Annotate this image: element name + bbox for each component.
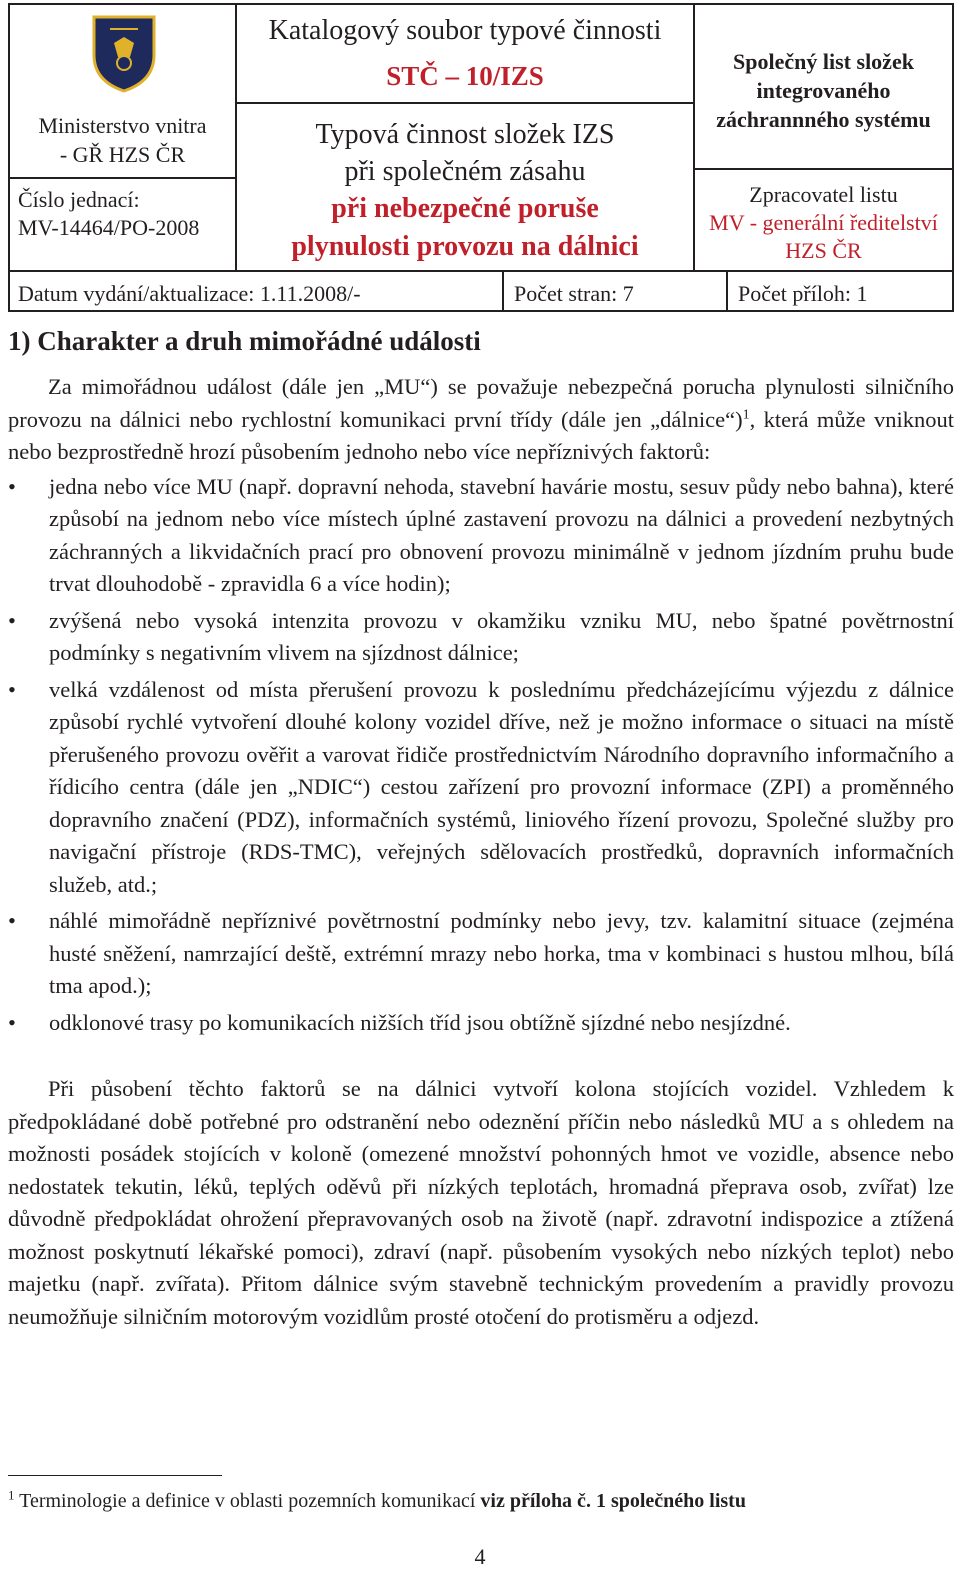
bullet-icon: • (8, 676, 16, 702)
issue-date-cell (8, 270, 504, 312)
reference-number: MV-14464/PO-2008 (18, 215, 200, 240)
catalog-title: Katalogový soubor typové činnosti (268, 15, 662, 46)
document-body (8, 322, 954, 1333)
footnote: $^1$ Terminologie a definice v oblasti pozemních komunikací viz příloha č. 1 společného listu (8, 1487, 746, 1512)
activity-cell (235, 102, 695, 272)
bullet-icon: • (8, 473, 16, 499)
bullet-icon: • (8, 908, 16, 933)
processor-cell (693, 168, 954, 272)
list-item: • jedna nebo více MU (např. dopravní nehoda, stavební havárie mostu, sesuv půdy nebo bahna), které způsobí na jednom nebo více místech úplné zastavení provozu na dálnici a provedení nezbytných záchranných a likvidačních prací pro obnovení provozu minimálně v jednom jízdním pruhu bude trvat dlouhodobě - zpravidla 6 a více hodin); (8, 471, 954, 601)
page-count: Počet stran: 7 (514, 281, 634, 306)
sheet-cell (693, 3, 954, 170)
footnote-link-text: viz příloha č. 1 společného listu (480, 1490, 746, 1512)
document-header (8, 3, 954, 312)
issue-date: Datum vydání/aktualizace: 1.11.2008/- (18, 281, 361, 306)
pages-cell (502, 270, 728, 312)
list-item: • zvýšená nebo vysoká intenzita provozu v okamžiku vzniku MU, nebo špatné povětrnostní podmínky s negativním vlivem na sjízdnost dálnice; (8, 605, 954, 670)
body-paragraph: Při působení těchto faktorů se na dálnici vytvoří kolona stojících vozidel. Vzhledem k předpokládané době potřebné pro odstranění nebo odeznění příčin nebo následků MU a s ohledem na možnosti posádek stojících v koloně (omezené množství pohonných hmot ve vozidle, absence nebo nedostatek tekutin, léků, teplých oděvů při nízkých teplotách, hromadná přeprava osob, zvířat) lze důvodně předpokládat ohrožení přepravovaných osob na životě (např. zdravotní indispozice a ztížená možnost poskytnutí lékařské pomoci), zdraví (např. působením vysokých nebo nízkých teplot) nebo majetku (např. zvířata). Přitom dálnice svým stavebně technickým provedením a pravidly provozu neumožňuje silničním motorovým vozidlům prosté otočení do protisměru a odjezd. (8, 1076, 954, 1329)
intro-paragraph: Za mimořádnou událost (dále jen „MU“) se považuje nebezpečná porucha plynulosti silničního provozu na dálnici nebo rychlostní komunikaci první třídy (dále jen „dálnice“)$^1$, která může vniknout nebo bezprostředně hrozí působením jednoho nebo více nepříznivých faktorů: (8, 374, 954, 464)
reference-label: Číslo jednací: (18, 187, 140, 212)
reference-cell (8, 177, 237, 272)
catalog-cell (235, 3, 695, 104)
footnote-reference: 1 (742, 407, 750, 422)
bullet-icon: • (8, 607, 16, 633)
section-heading: 1) Charakter a druh mimořádné události (8, 326, 481, 356)
ministry-cell (8, 3, 237, 179)
footnote-divider (8, 1475, 222, 1476)
document-code: STČ – 10/IZS (386, 61, 544, 91)
attachments-cell (726, 270, 954, 312)
bullet-icon: • (8, 1009, 16, 1035)
list-item: • odklonové trasy po komunikacích nižších tříd jsou obtížně sjízdné nebo nesjízdné. (8, 1007, 954, 1040)
processor-label: Zpracovatel listu (749, 182, 898, 207)
attachment-count: Počet příloh: 1 (738, 281, 868, 306)
factor-list (8, 471, 954, 1040)
list-item: • velká vzdálenost od místa přerušení provozu k poslednímu předcházejícímu výjezdu z dálnice způsobí rychlé vytvoření dlouhé kolony vozidel dříve, než je možno informace o situaci na místě přerušeného provozu ověřit a varovat řidiče prostřednictvím Národního dopravního informačního a řídicího centra (dále jen „NDIC“) cestou zařízení pro provozní informace (ZPI) a proměnného dopravního značení (PDZ), informačních systémů, liniového řízení provozu, Společné služby pro navigační přístroje (RDS-TMC), veřejných sdělovacích prostředků, dopravních informačních služeb, atd.; (8, 674, 954, 902)
page-number: 4 (474, 1544, 486, 1569)
list-item: • náhlé mimořádně nepříznivé povětrnostní podmínky nebo jevy, tzv. kalamitní situace (zejména husté sněžení, namrzající deště, extrémní mrazy nebo horka, tma v kombinaci s hustou mlhou, bílá tma apod.); (8, 905, 954, 1003)
hzs-logo (90, 11, 158, 93)
activity-subject: při nebezpečné poruše plynulosti provozu na dálnici (291, 193, 639, 262)
processor-name: MV - generální ředitelství HZS ČR (709, 210, 938, 263)
activity-title: Typová činnost složek IZS při společném zásahu (315, 119, 615, 187)
sheet-title: Společný list složek integrovaného záchrannného systému (716, 49, 931, 132)
ministry-name: Ministerstvo vnitra - GŘ HZS ČR (38, 113, 207, 167)
